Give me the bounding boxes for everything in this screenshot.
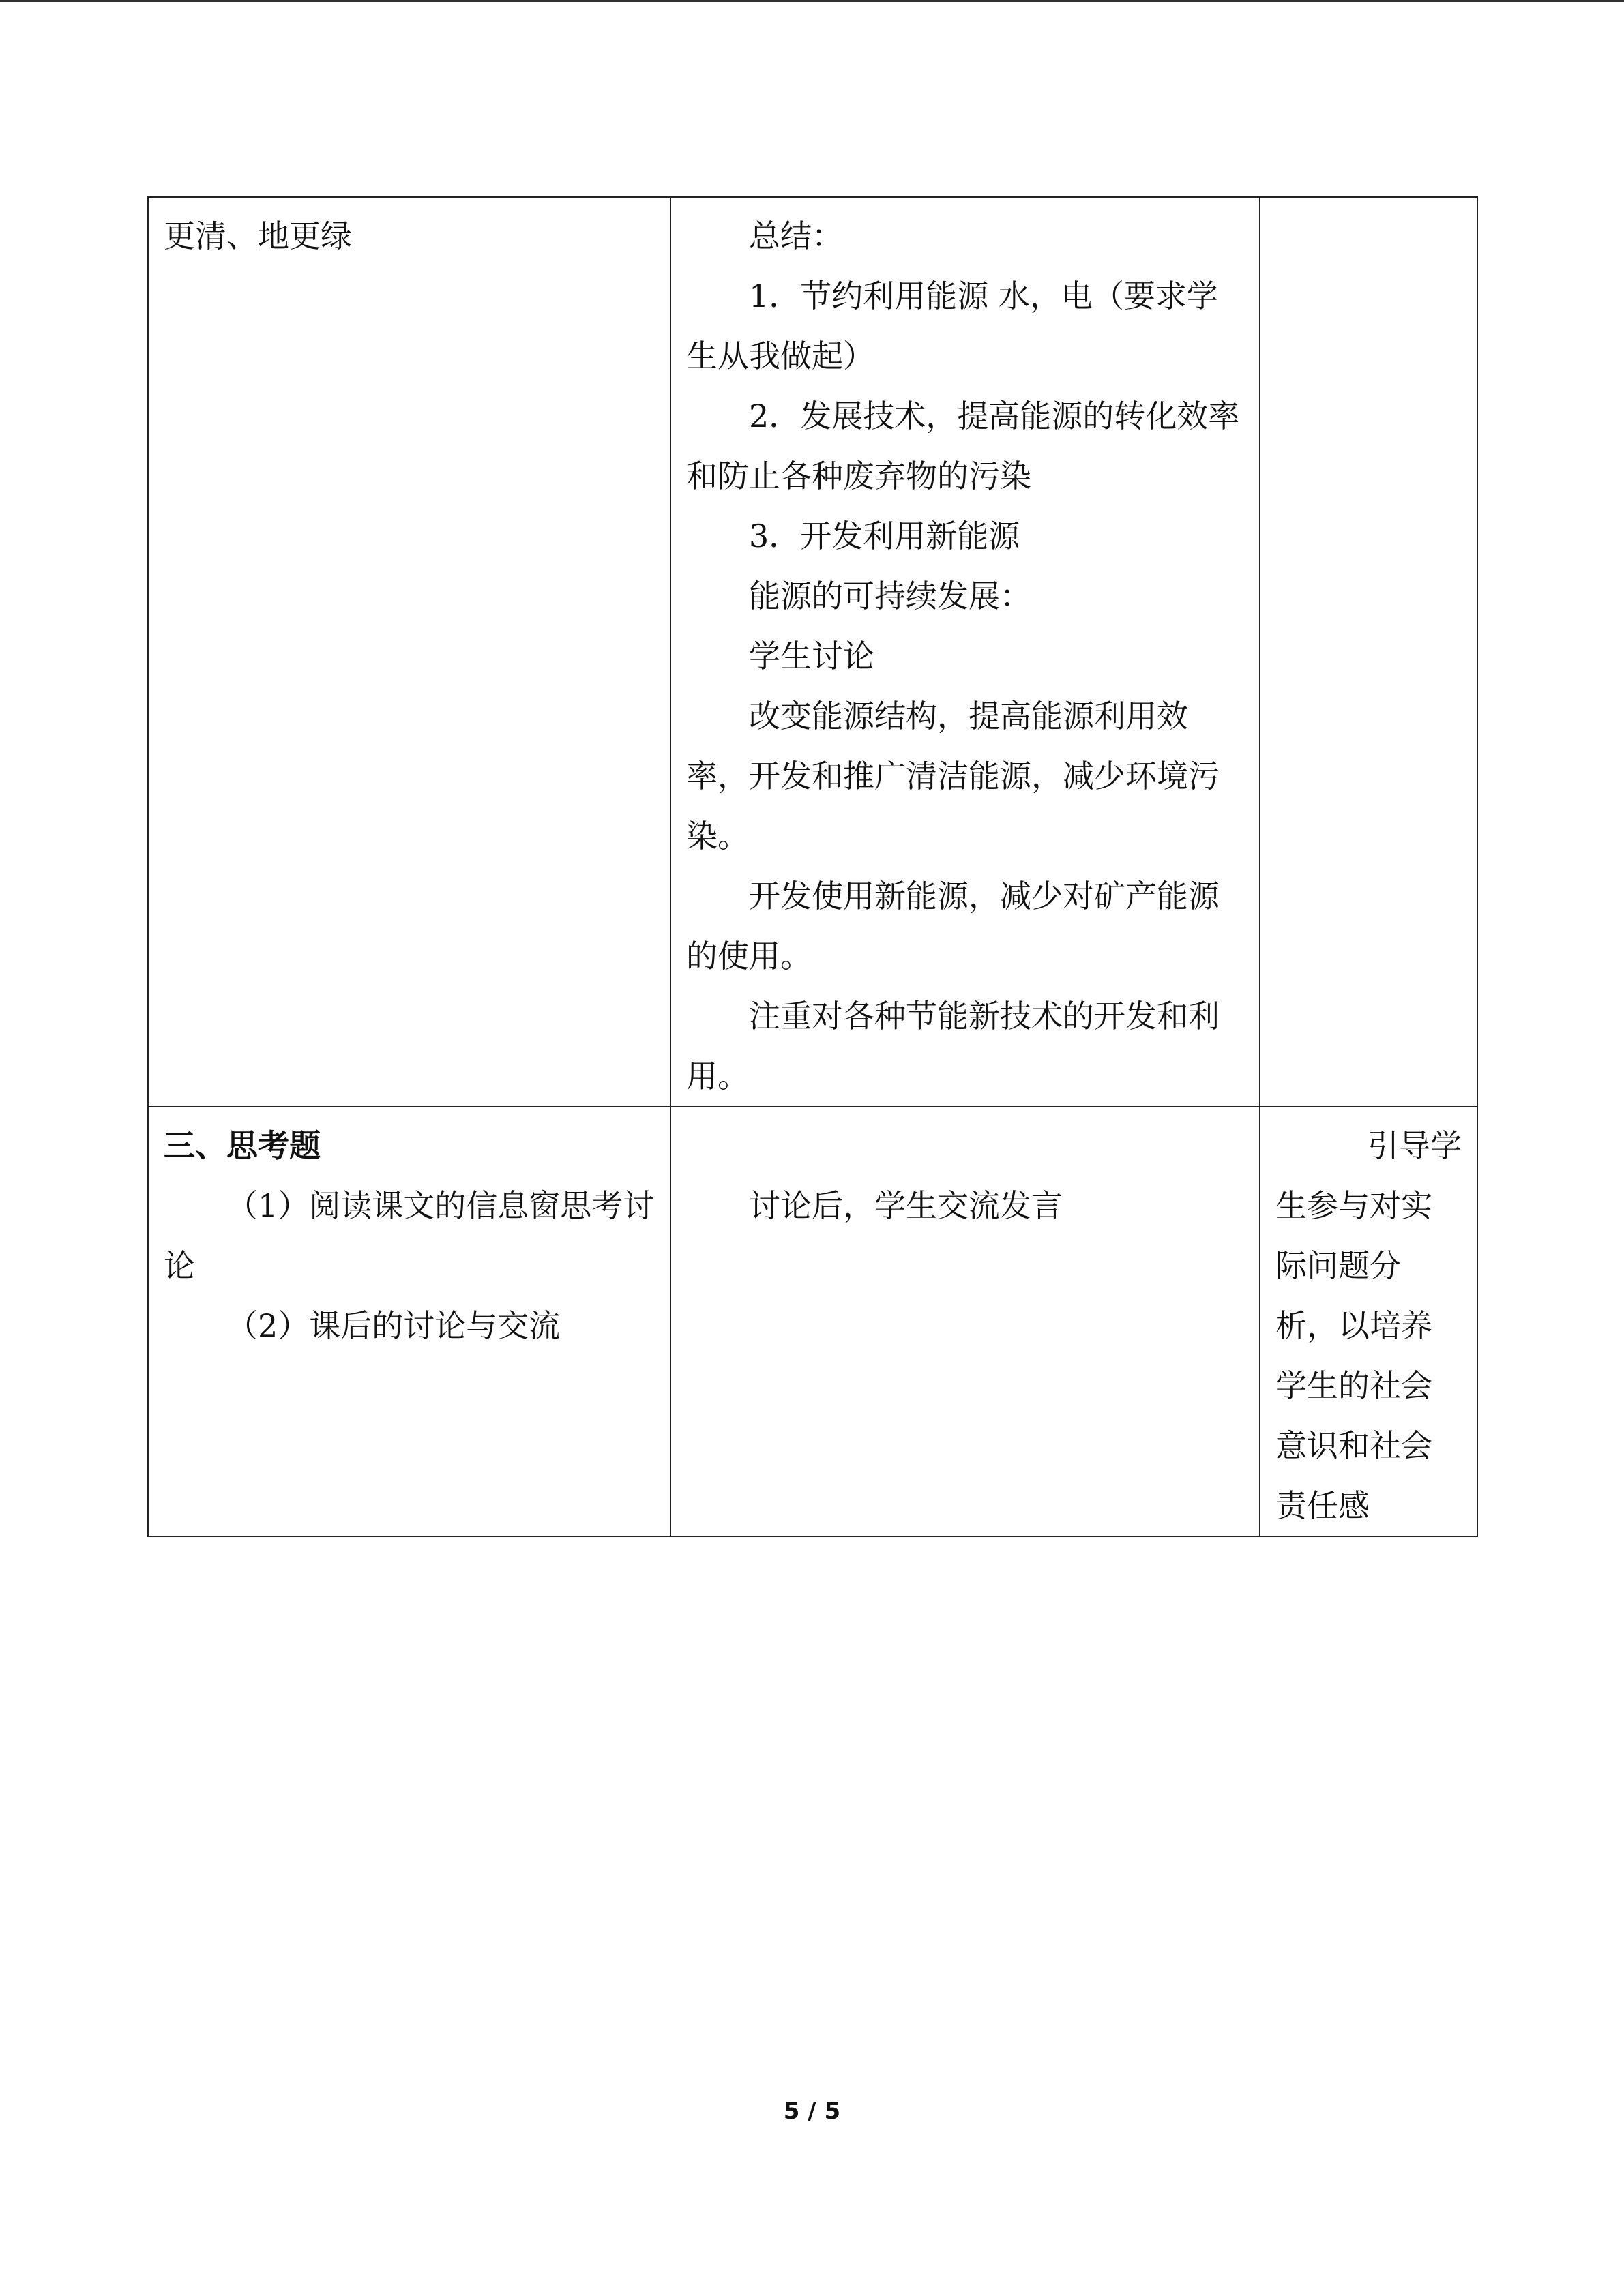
intent-line: 析，以培养 <box>1275 1307 1432 1344</box>
section-heading: 三、思考题 <box>164 1127 321 1164</box>
page-number: 5 / 5 <box>783 2098 841 2125</box>
cell-text-blank <box>686 1116 1244 1176</box>
intent-line: 际问题分 <box>1275 1247 1401 1284</box>
question-item-1: （1）阅读课文的信息窗思考讨论 <box>164 1187 655 1284</box>
lesson-plan-table <box>147 196 1478 1537</box>
summary-item-3: 3．开发利用新能源 <box>749 518 1020 554</box>
table-cell-intent <box>1260 197 1477 1107</box>
cell-text: 讨论后，学生交流发言 <box>749 1187 1063 1224</box>
intent-line: 责任感 <box>1275 1487 1370 1524</box>
table-cell-activity <box>670 197 1260 1107</box>
page-top-border <box>0 0 1624 2</box>
discussion-label: 学生讨论 <box>749 638 874 674</box>
discussion-point-2: 开发使用新能源，减少对矿产能源的使用。 <box>686 878 1220 974</box>
discussion-point-3: 注重对各种节能新技术的开发和利用。 <box>686 998 1220 1094</box>
intent-line: 学生的社会 <box>1275 1367 1432 1404</box>
intent-line: 引导学 <box>1368 1127 1462 1164</box>
sustainable-heading: 能源的可持续发展： <box>749 578 1031 614</box>
question-item-2: （2）课后的讨论与交流 <box>226 1307 561 1344</box>
summary-item-1: 1．节约利用能源 水，电（要求学生从我做起） <box>686 278 1218 374</box>
summary-heading: 总结： <box>749 218 843 254</box>
table-cell-intent <box>1260 1107 1477 1536</box>
intent-line: 生参与对实 <box>1275 1187 1432 1224</box>
summary-item-2: 2．发展技术，提高能源的转化效率和防止各种废弃物的污染 <box>686 398 1240 494</box>
table-cell-activity <box>670 1107 1260 1536</box>
table-row <box>148 197 1477 1107</box>
table-cell-topic <box>148 197 670 1107</box>
table-cell-topic <box>148 1107 670 1536</box>
table-row <box>148 1107 1477 1536</box>
intent-line: 意识和社会 <box>1275 1427 1432 1464</box>
cell-text: 更清、地更绿 <box>164 218 352 254</box>
discussion-point-1: 改变能源结构，提高能源利用效率，开发和推广清洁能源，减少环境污染。 <box>686 698 1220 854</box>
